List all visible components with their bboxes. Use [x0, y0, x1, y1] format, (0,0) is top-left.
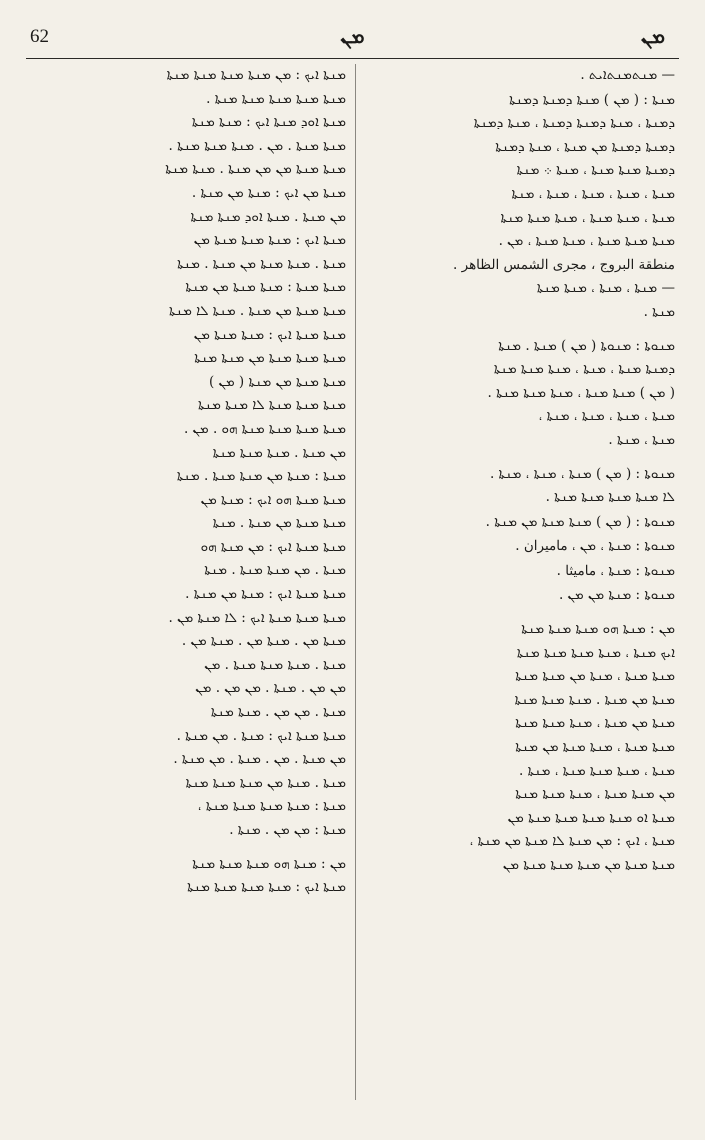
- entry-line: ܡܢܬܐ ، ܐܝܟ : ܡܢ ܡܢܬܐ ܠܐ ܡܢܬܐ ܡܢ ܡܢܬܐ ،: [469, 833, 675, 850]
- entry-line: ܡܢܬܐ ܡܢܬܐ ܡܢܬܐ ܡܢܬܐ ܗܘ . ܡܢ .: [183, 420, 346, 437]
- entry-line: ܡܢܬܐ ܐܝܟ : ܡܢ ܡܢܬܐ ܡܢܬܐ ܡܢܬܐ ܡܢܬܐ: [166, 67, 346, 83]
- entry-line: ܡܢܬܐ ܡܢ . ܡܢܬܐ ܡܢ . ܡܢܬܐ ܡܢ .: [181, 633, 346, 650]
- entry-line: ܡܢܬܐ ܐܘܕ ܡܢܬܐ ܐܝܟ : ܡܢܬܐ ܡܢܬܐ: [191, 114, 346, 131]
- running-head-right: ܡܢ: [641, 24, 665, 48]
- entry-line: ܡܢܬܐ ܡܢܬܐ ܡܢ ܡܢ ܡܢܬܐ . ܡܢܬܐ ܡܢܬܐ: [165, 161, 346, 178]
- entry-line: ܡܢܬܐ ܡܢܬܐ ܗܘ ܐܝܟ : ܡܢܬܐ ܡܢ: [200, 491, 346, 508]
- dictionary-entry: [362, 335, 675, 453]
- entry-line: ܡܢܬܐ .: [643, 303, 675, 320]
- entry-line: ܡܢܬܐ : ܡܢ ܡܢ . ܡܢܬܐ .: [229, 822, 346, 838]
- entry-line: ܡܢܬܐ ܡܢܬܐ ܡܢ ܡܢܬܐ . ܡܢܬܐ ܠܐ ܡܢܬܐ: [169, 302, 346, 319]
- entry-line: ܡܢܘܬܐ : ܡܢܘܬܐ ( ܡܢ ) ܡܢܬܐ . ܡܢܬܐ: [498, 337, 675, 354]
- entry-line: ܡܢܬܐ . ܡܢܬܐ ܡܢ ܡܢܬܐ ܡܢܬܐ ܡܢܬܐ: [185, 774, 346, 791]
- entry-line: ܡܢܬܐ ܐܝܟ : ܡܢܬܐ ܡܢܬܐ ܡܢܬܐ ܡܢ: [193, 232, 346, 249]
- entry-line: ܡܢܬܐ ، ܡܢܬܐ ܡܢܬܐ ܡܢܬܐ ، ܡܢܬܐ .: [519, 762, 675, 779]
- entry-line: ܡܢܬܐ ܡܢܬܐ ܐܝܟ : ܡܢܬܐ ܡܢܬܐ ܡܢ: [193, 326, 346, 343]
- entry-line: ܡܢ : ܡܢܬܐ ܗܘ ܡܢܬܐ ܡܢܬܐ ܡܢܬܐ: [192, 855, 346, 872]
- dictionary-entry: [362, 560, 675, 584]
- dictionary-entry: [362, 511, 675, 535]
- entry-line: ܡܢܬܐ ܡܢܬܐ ܡܢ ܡܢܬܐ ܡܢܬܐ ܡܢܬܐ ܡܢ: [502, 857, 675, 873]
- page-header: [30, 26, 675, 56]
- dictionary-entry: [362, 64, 675, 88]
- entry-line: ܡܢ : ܡܢܬܐ ܗܘ ܡܢܬܐ ܡܢܬܐ ܡܢܬܐ: [521, 621, 675, 638]
- entry-line: ܡܢ ܡܢ . ܡܢܬܐ . ܡܢ ܡܢ . ܡܢ: [195, 680, 346, 697]
- entry-line: ܡܢܬܐ ܡܢܬܐ ܐܝܟ : ܡܢ ܡܢܬܐ ܗܘ: [200, 538, 346, 555]
- entry-line: ܡܢܬܐ ܐܝܟ : ܡܢܬܐ ܡܢܬܐ ܡܢܬܐ ܡܢܬܐ: [187, 879, 346, 896]
- dictionary-entry: [26, 64, 346, 843]
- entry-line: ܡܢܬܐ ܡܢܬܐ ܡܢܬܐ ، ܡܢܬܐ ܡܢܬܐ ، ܡܢ .: [498, 233, 675, 250]
- entry-line: ܡܢܬܐ ܡܢ ܡܢܬܐ . ܡܢܬܐ ܡܢܬܐ ܡܢܬܐ: [514, 691, 675, 708]
- entry-line: ܡܢܬܐ ܡܢܬܐ ܡܢܬܐ ܡܢܬܐ ܡܢܬܐ .: [206, 90, 346, 107]
- entry-line: منطقة البروج ، مجرى الشمس الظاهر .: [453, 256, 675, 273]
- entry-line: ܡܢܬܐ ܡܢܬܐ ܡܢܬܐ ܡܢ ܡܢܬܐ ܡܢܬܐ: [194, 350, 346, 367]
- entry-line: ܕܡܢܬܐ ܡܢܬܐ ، ܡܢܬܐ ، ܡܢܬܐ ܡܢܬܐ ܡܢܬܐ: [493, 361, 675, 378]
- dictionary-entry: [362, 463, 675, 510]
- left-column: [26, 64, 346, 1100]
- entry-line: ܡܢܬܐ ܡܢܬܐ ܡܢܬܐ ܐܝܟ : ܠܐ ܡܢܬܐ ܡܢ .: [168, 609, 346, 626]
- entry-line: ܡܢܘܬܐ : ( ܡܢ ) ܡܢܬܐ ܡܢܬܐ ܡܢ ܡܢܬܐ .: [485, 513, 675, 530]
- entry-line: ܡܢ ܡܢܬܐ . ܡܢܬܐ ܡܢܬܐ ܡܢܬܐ: [212, 444, 346, 461]
- entry-line: ܡܢܘܬܐ : ܡܢܬܐ ܡܢ ܡܢ .: [558, 587, 675, 604]
- page-number: 62: [30, 26, 49, 47]
- entry-line: — ܡܢܬܡܢܬܐܝܬ .: [580, 67, 675, 83]
- entry-line: ܕܡܢܬܐ ܕܡܢܬܐ ܡܢ ܡܢܬܐ ، ܡܢܬܐ ܕܡܢܬܐ: [495, 138, 675, 155]
- dictionary-entry: [362, 618, 675, 878]
- dictionary-entry: [362, 89, 675, 325]
- entry-line: ܡܢܬܐ . ܡܢ ܡܢ . ܡܢܬܐ ܡܢܬܐ: [210, 704, 346, 721]
- entry-line: ܡܢܬܐ ܐܘ ܡܢܬܐ ܡܢܬܐ ܡܢܬܐ ܡܢܬܐ ܡܢ: [507, 809, 675, 826]
- entry-line: ܐܝܟ ܡܢܬܐ ، ܡܢܬܐ ܡܢܬܐ ܡܢܬܐ ܡܢܬܐ: [516, 644, 675, 661]
- entry-line: ܡܢܬܐ ܡܢܬܐ ܡܢ ܡܢܬܐ . ܡܢܬܐ: [212, 515, 346, 532]
- entry-line: ܡܢܬܐ . ܡܢ ܡܢܬܐ ܡܢܬܐ . ܡܢܬܐ: [204, 562, 346, 579]
- entry-line: ܡܢܬܐ ܡܢܬܐ ܡܢܬܐ ܠܐ ܡܢܬܐ ܡܢܬܐ: [198, 397, 346, 414]
- entry-line: ܡܢܬܐ ، ܡܢܬܐ ، ܡܢܬܐ ، ܡܢܬܐ ،: [538, 408, 675, 425]
- entry-line: ܡܢܬܐ ܡܢܬܐ ܡܢ ܡܢܬܐ ( ܡܢ ): [208, 373, 346, 390]
- dictionary-entry: [362, 584, 675, 608]
- dictionary-entry: [362, 535, 675, 559]
- entry-line: ܡܢܬܐ : ( ܡܢ ) ܡܢܬܐ ܕܡܢܬܐ ܕܡܢܬܐ: [509, 91, 675, 108]
- entry-line: ܡܢܬܐ . ܡܢܬܐ ܡܢܬܐ ܡܢܬܐ . ܡܢ: [204, 656, 346, 673]
- entry-line: ܡܢ ܡܢܬܐ ܡܢܬܐ ، ܡܢܬܐ ܡܢܬܐ ܡܢܬܐ: [515, 786, 675, 803]
- entry-line: ܡܢܬܐ ، ܡܢܬܐ .: [608, 431, 675, 448]
- entry-line: ܡܢܬܐ ܡܢܬܐ : ܡܢܬܐ ܡܢܬܐ ܡܢ ܡܢܬܐ: [185, 279, 346, 296]
- entry-line: ܡܢܬܐ : ܡܢܬܐ ܡܢܬܐ ܡܢܬܐ ܡܢܬܐ ،: [197, 798, 346, 815]
- entry-line: ܡܢܬܐ : ܡܢܬܐ ܡܢ ܡܢܬܐ ܡܢܬܐ . ܡܢܬܐ: [176, 468, 346, 485]
- running-head-center: ܡܢ: [340, 24, 365, 48]
- entry-line: ܡܢܬܐ ܡܢܬܐ . ܡܢ . ܡܢܬܐ ܡܢܬܐ ܡܢܬܐ .: [168, 137, 346, 154]
- entry-line: ܡܢܬܐ ܡܢܬܐ ܐܝܟ : ܡܢܬܐ . ܡܢ ܡܢܬܐ .: [176, 727, 346, 744]
- entry-line: ܠܐ ܡܢܬܐ ܡܢܬܐ ܡܢܬܐ ܡܢܬܐ .: [545, 489, 675, 506]
- entry-line: ܡܢܬܐ ، ܡܢܬܐ ، ܡܢܬܐ ، ܡܢܬܐ ، ܡܢܬܐ: [511, 185, 675, 202]
- entry-line: ܕܡܢܬܐ ܡܢܬܐ ܡܢܬܐ ، ܡܢܬܐ ܀ ܡܢܬܐ: [516, 162, 675, 179]
- entry-line: ܡܢܬܐ . ܡܢܬܐ ܡܢܬܐ ܡܢ ܡܢܬܐ . ܡܢܬܐ: [177, 255, 346, 272]
- entry-line: — ܡܢܬܐ ، ܡܢܬܐ ، ܡܢܬܐ ܡܢܬܐ: [536, 280, 675, 297]
- entry-line: ܡܢܘܬܐ : ( ܡܢ ) ܡܢܬܐ ، ܡܢܬܐ ، ܡܢܬܐ .: [489, 465, 675, 482]
- entry-line: ܡܢܬܐ ، ܡܢܬܐ ܡܢܬܐ ، ܡܢܬܐ ܡܢܬܐ ܡܢܬܐ: [500, 209, 675, 226]
- entry-line: ܡܢܬܐ ܡܢ ܐܝܟ : ܡܢܬܐ ܡܢ ܡܢܬܐ .: [191, 184, 346, 201]
- entry-line: ( ܡܢ ) ܡܢܬܐ ܡܢܬܐ ، ܡܢܬܐ ܡܢܬܐ ܡܢܬܐ .: [487, 384, 675, 401]
- entry-line: ܡܢܬܐ ܡܢܬܐ ، ܡܢܬܐ ܡܢܬܐ ܡܢ ܡܢܬܐ: [515, 739, 675, 756]
- entry-line: ܕܡܢܬܐ ، ܡܢܬܐ ܕܡܢܬܐ ܕܡܢܬܐ ، ܡܢܬܐ ܕܡܢܬܐ: [473, 115, 675, 132]
- entry-line: ܡܢܬܐ ܡܢ ܡܢܬܐ ، ܡܢܬܐ ܡܢܬܐ ܡܢܬܐ: [515, 715, 675, 732]
- entry-line: ܡܢܘܬܐ : ܡܢܬܐ ، ماميثا .: [556, 562, 675, 579]
- entry-line: ܡܢ ܡܢܬܐ . ܡܢܬܐ ܐܘܕ ܡܢܬܐ ܡܢܬܐ: [190, 208, 346, 225]
- header-rule: [26, 58, 679, 59]
- entry-line: ܡܢܬܐ ܡܢܬܐ ܐܝܟ : ܡܢܬܐ ܡܢ ܡܢܬܐ .: [185, 586, 346, 603]
- right-column: [362, 64, 675, 1100]
- entry-line: ܡܢ ܡܢܬܐ . ܡܢ . ܡܢܬܐ . ܡܢ ܡܢܬܐ .: [173, 751, 346, 768]
- column-divider: [355, 64, 356, 1100]
- dictionary-entry: [26, 853, 346, 900]
- entry-line: ܡܢܘܬܐ : ܡܢܬܐ ، ܡܢ ، ماميران .: [515, 538, 675, 555]
- entry-line: ܡܢܬܐ ܡܢܬܐ ، ܡܢܬܐ ܡܢ ܡܢܬܐ ܡܢܬܐ: [515, 668, 675, 685]
